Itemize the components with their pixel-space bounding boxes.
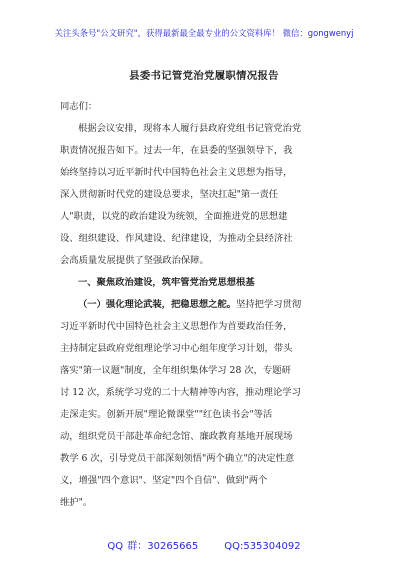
- promo-header: 关注头条号"公文研究"，获得最新最全最专业的公文资料库！ 微信：gongwenyj: [54, 28, 354, 38]
- document-title: 县委书记管党治党履职情况报告: [129, 70, 279, 82]
- document-body: [60, 96, 350, 514]
- subsection-heading: （一）强化理论武装，把稳思想之舵。: [78, 299, 237, 310]
- paragraph-line: 落实"第一议题"制度，全年组织集体学习 28 次，专题研: [60, 365, 291, 376]
- paragraph-line: 教学 6 次，引导党员干部深刻领悟"两个确立"的决定性意: [60, 453, 295, 464]
- salutation: 同志们：: [60, 101, 98, 112]
- qq-number: QQ:535304092: [224, 541, 301, 552]
- paragraph-line: 人"职责，以党的政治建设为统领，全面推进党的思想建: [60, 211, 288, 222]
- paragraph-line: 会高质量发展提供了坚强政治保障。: [60, 255, 209, 266]
- subsection-first-line: [60, 294, 350, 316]
- paragraph-line: 始终坚持以习近平新时代中国特色社会主义思想为指导，: [60, 167, 293, 178]
- contact-footer: [0, 537, 408, 552]
- paragraph-line: 习近平新时代中国特色社会主义思想作为首要政治任务，: [60, 321, 293, 332]
- paragraph-line: 维护"。: [60, 497, 93, 508]
- paragraph-line: 走深走实。创新开展"理论微课堂""红色读书会"等活: [60, 409, 273, 420]
- paragraph-line: 深入贯彻新时代党的建设总要求，坚决扛起"第一责任: [60, 189, 279, 200]
- paragraph-text: 坚持把学习贯彻: [236, 299, 302, 310]
- paragraph-line: 动，组织党员干部赴革命纪念馆、廉政教育基地开展现场: [60, 431, 293, 442]
- paragraph-line: 根据会议安排，现将本人履行县政府党组书记管党治党: [78, 123, 302, 134]
- qq-group: QQ 群：30265665: [107, 541, 199, 552]
- section-heading: 一、聚焦政治建设，筑牢管党治党思想根基: [78, 277, 255, 288]
- paragraph-line: 主持制定县政府党组理论学习中心组年度学习计划，带头: [60, 343, 293, 354]
- paragraph-line: 义，增强"四个意识"、坚定"四个自信"、做到"两个: [60, 475, 268, 486]
- paragraph-line: 职责情况报告如下。过去一年，在县委的坚强领导下，我: [60, 145, 293, 156]
- paragraph-line: 讨 12 次，系统学习党的二十大精神等内容，推动理论学习: [60, 387, 301, 398]
- paragraph-line: 设、组织建设、作风建设、纪律建设，为推动全县经济社: [60, 233, 293, 244]
